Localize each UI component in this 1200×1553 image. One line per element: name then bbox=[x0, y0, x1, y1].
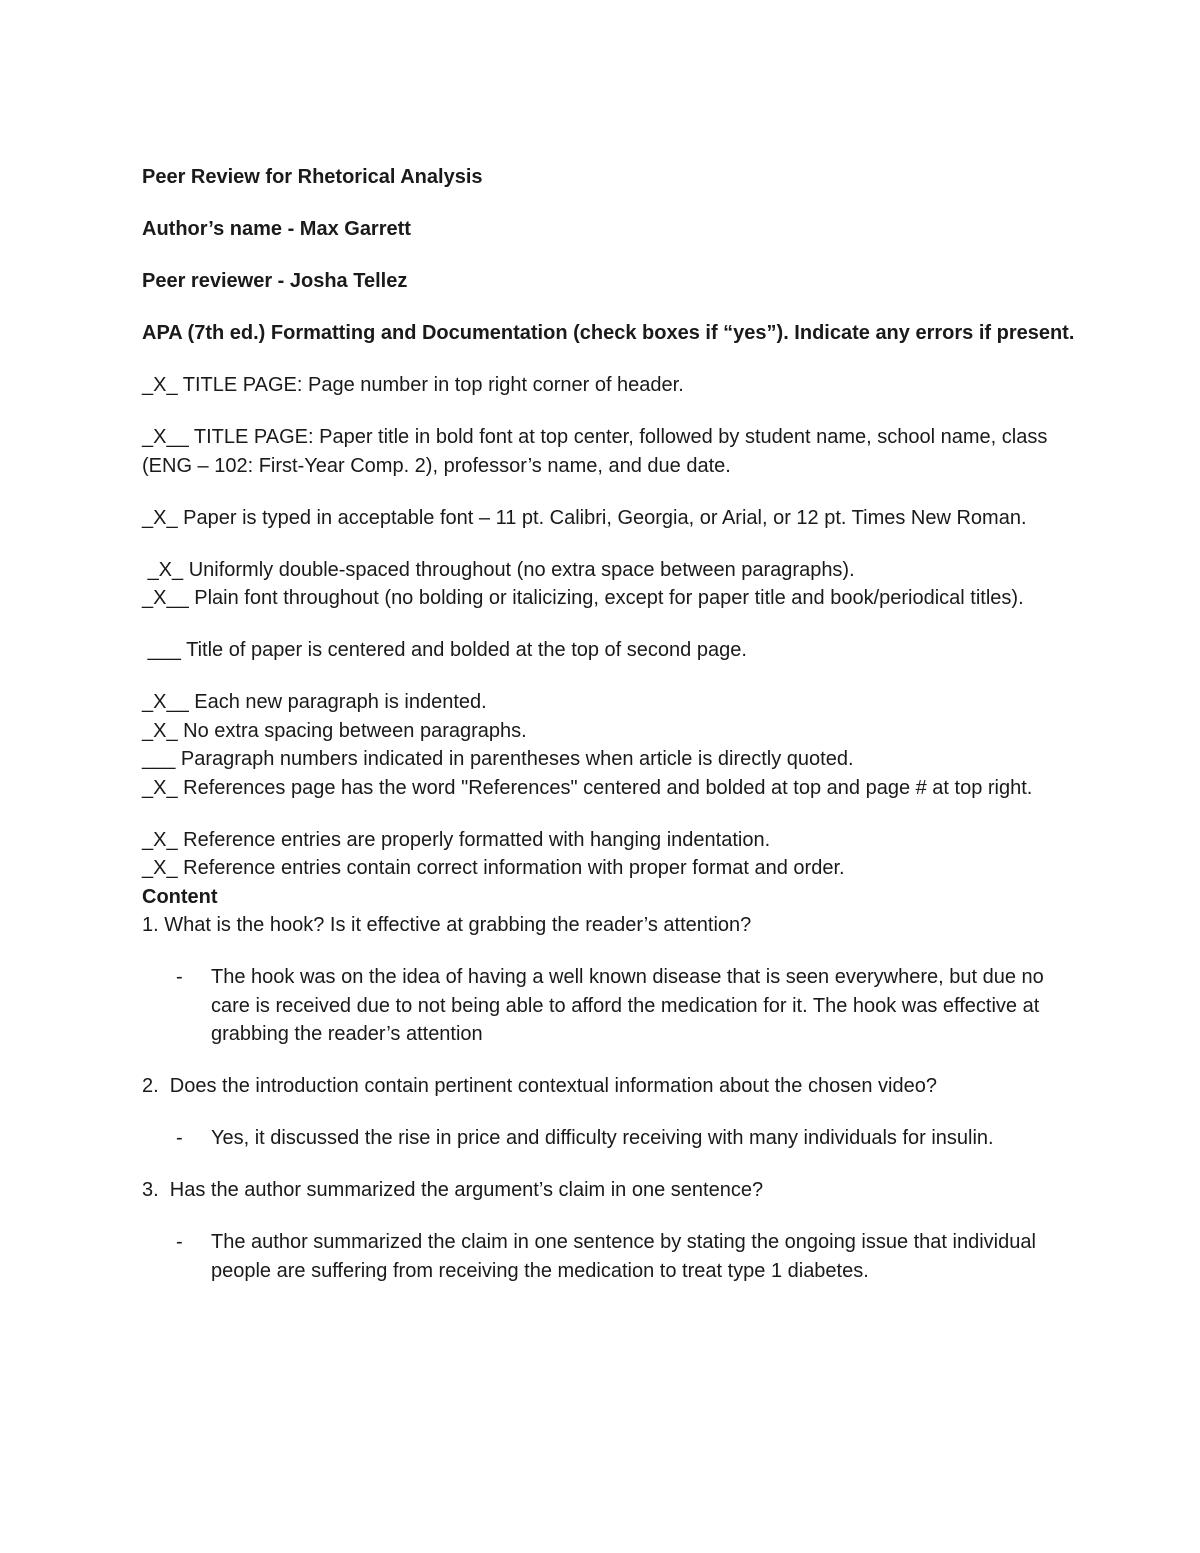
answer-1 bbox=[142, 963, 1082, 1049]
author-name: Author’s name - Max Garrett bbox=[142, 218, 411, 240]
answer-2-text: Yes, it discussed the rise in price and difficulty receiving with many individuals for insulin. bbox=[211, 1127, 994, 1149]
answer-2 bbox=[142, 1124, 1082, 1153]
checklist-item: _X_ No extra spacing between paragraphs. bbox=[142, 719, 527, 742]
apa-heading: APA (7th ed.) Formatting and Documentation (check boxes if “yes”). Indicate any errors if present. bbox=[142, 322, 1075, 344]
checklist-item: _X_ References page has the word "References" centered and bolded at top and page # at top right. bbox=[142, 776, 1033, 799]
document-title: Peer Review for Rhetorical Analysis bbox=[142, 166, 483, 188]
question-3: 3. Has the author summarized the argument’s claim in one sentence? bbox=[142, 1179, 764, 1201]
checklist-item: _X__ TITLE PAGE: Paper title in bold font at top center, followed by student name, school name, class (ENG – 102: First-Year Comp. 2), professor’s name, and due date. bbox=[142, 426, 1053, 477]
answer-3 bbox=[142, 1228, 1082, 1285]
content-heading: Content bbox=[142, 885, 218, 908]
question-1: 1. What is the hook? Is it effective at grabbing the reader’s attention? bbox=[142, 914, 752, 936]
answer-3-text: The author summarized the claim in one sentence by stating the ongoing issue that individual people are suffering from receiving the medication to treat type 1 diabetes. bbox=[211, 1231, 1036, 1282]
dash-bullet: - bbox=[176, 1127, 183, 1149]
checklist-item: _X_ Paper is typed in acceptable font – 11 pt. Calibri, Georgia, or Arial, or 12 pt. Times New Roman. bbox=[142, 506, 1027, 529]
checklist-item: ___ Paragraph numbers indicated in parentheses when article is directly quoted. bbox=[142, 748, 854, 770]
checklist-item: _X_ Reference entries contain correct information with proper format and order. bbox=[142, 857, 845, 879]
dash-bullet: - bbox=[176, 966, 183, 988]
checklist-item: ___ Title of paper is centered and bolded at the top of second page. bbox=[142, 639, 747, 661]
checklist-item: _X_ TITLE PAGE: Page number in top right corner of header. bbox=[142, 374, 684, 396]
document-page bbox=[142, 163, 1082, 1285]
checklist-item: _X_ Uniformly double-spaced throughout (no extra space between paragraphs). bbox=[142, 558, 855, 581]
checklist-item: _X__ Plain font throughout (no bolding or italicizing, except for paper title and book/periodical titles). bbox=[142, 587, 1024, 609]
checklist-item: _X__ Each new paragraph is indented. bbox=[142, 691, 487, 713]
question-2: 2. Does the introduction contain pertinent contextual information about the chosen video? bbox=[142, 1075, 937, 1097]
dash-bullet: - bbox=[176, 1231, 183, 1253]
answer-1-text: The hook was on the idea of having a well known disease that is seen everywhere, but due no care is received due to not being able to afford the medication for it. The hook was effective at grabbing the reader’s attention bbox=[211, 966, 1044, 1045]
peer-reviewer: Peer reviewer - Josha Tellez bbox=[142, 270, 408, 292]
checklist-item: _X_ Reference entries are properly formatted with hanging indentation. bbox=[142, 828, 771, 851]
